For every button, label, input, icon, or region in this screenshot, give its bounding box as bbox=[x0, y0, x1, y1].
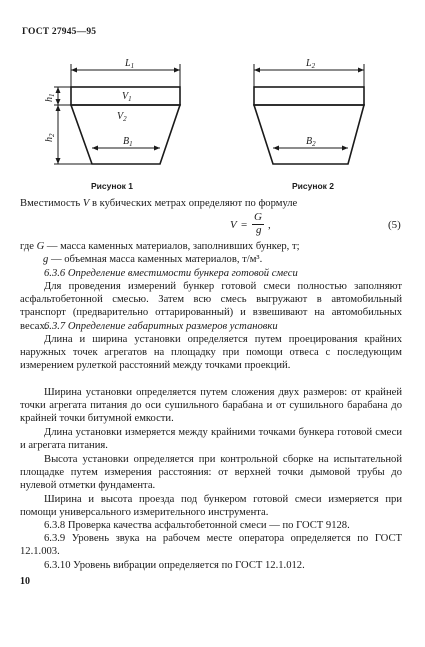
where-var-G: G bbox=[36, 241, 45, 252]
formula-numerator: G bbox=[254, 211, 262, 223]
fig2-label-L: $L_2$ bbox=[306, 58, 316, 70]
page-number: 10 bbox=[20, 576, 30, 587]
fig1-h2-arrow-top bbox=[56, 105, 61, 111]
fig1-dim-L-arrow-right bbox=[174, 68, 180, 73]
document-header: ГОСТ 27945—95 bbox=[22, 27, 97, 37]
section-6-3-10: 6.3.10 Уровень вибрации определяется по ГОСТ 12.1.012. bbox=[44, 560, 305, 571]
fig1-label-V1: $V_1$ bbox=[122, 91, 132, 103]
section-6-3-8: 6.3.8 Проверка качества асфальтобетонной смеси — по ГОСТ 9128. bbox=[44, 520, 350, 531]
fig1-trapezoid bbox=[71, 105, 180, 164]
fig2-dim-L-arrow-right bbox=[358, 68, 364, 73]
fig1-dim-B-arrow-right bbox=[154, 146, 160, 151]
section-6-3-7-title: 6.3.7 Определение габаритных размеров установки bbox=[44, 321, 278, 332]
capacity-intro-text-a: Вместимость bbox=[20, 198, 81, 209]
fig2-dim-L-arrow-left bbox=[254, 68, 260, 73]
formula-reference: (5) bbox=[388, 219, 401, 231]
capacity-intro bbox=[20, 197, 402, 210]
fig1-label-L: $L_1$ bbox=[125, 58, 135, 70]
fig2-dim-B-arrow-left bbox=[273, 146, 279, 151]
capacity-formula bbox=[230, 211, 410, 241]
fig1-h1-arrow-top bbox=[56, 87, 61, 93]
section-6-3-6-title: 6.3.6 Определение вместимости бункера готовой смеси bbox=[44, 268, 298, 279]
fig2-trapezoid bbox=[254, 105, 364, 164]
figure-2-bunker-diagram bbox=[228, 56, 388, 180]
section-6-3-9: 6.3.9 Уровень звука на рабочем месте оператора определяется по ГОСТ 12.1.003. bbox=[20, 533, 402, 558]
fig1-label-V2: $V_2$ bbox=[117, 111, 127, 123]
fig2-label-B: $B_2$ bbox=[306, 136, 316, 148]
fig1-h1-arrow-bottom bbox=[56, 99, 61, 105]
where-desc-g: — объемная масса каменных материалов, т/м³. bbox=[50, 254, 263, 265]
fig1-label-B: $B_1$ bbox=[123, 136, 133, 148]
fig2-top-rect bbox=[254, 87, 364, 105]
capacity-intro-text-b: в кубических метрах определяют по формуле bbox=[91, 198, 298, 209]
section-6-3-7-paragraph-2: Ширина установки определяется путем сложения двух размеров: от крайней точки агрегата питания до оси сушильного барабана и от сушильного барабана до крайней точки битумной емкости. bbox=[20, 387, 402, 425]
fig1-dim-B-arrow-left bbox=[92, 146, 98, 151]
section-6-3-7-paragraph-3: Длина установки измеряется между крайними точками бункера готовой смеси и агрегата питания. bbox=[20, 427, 402, 452]
section-6-3-6-paragraph: Для проведения измерений бункер готовой смеси полностью заполняют асфальтобетонной смесью. Затем всю смесь выгружают в автомобильный транспорт (предварительно оттарированный) и взвешивают на автомобильных весах. bbox=[20, 281, 402, 332]
section-6-3-7-paragraph-5: Ширина и высота проезда под бункером готовой смеси измеряется при помощи универсального измерительного инструмента. bbox=[20, 494, 402, 519]
where-line-2 bbox=[43, 253, 402, 266]
fig1-h2-arrow-bottom bbox=[56, 158, 61, 164]
where-desc-G: — масса каменных материалов, заполнивших бункер, т; bbox=[46, 241, 300, 252]
formula-equals: = bbox=[241, 219, 248, 231]
figure-2-caption: Рисунок 2 bbox=[292, 181, 335, 191]
capacity-intro-var: V bbox=[82, 198, 90, 209]
figure-1-bunker-diagram bbox=[14, 56, 204, 180]
figure-1-caption: Рисунок 1 bbox=[91, 181, 134, 191]
formula-denominator: g bbox=[256, 224, 262, 236]
formula-comma: , bbox=[268, 219, 271, 231]
formula-v: V bbox=[230, 219, 237, 231]
fig1-label-h1: $h_1$ bbox=[44, 93, 56, 102]
where-line-1 bbox=[20, 240, 402, 253]
fig1-label-h2: $h_2$ bbox=[44, 133, 56, 142]
fig2-dim-B-arrow-right bbox=[342, 146, 348, 151]
section-6-3-7-paragraph-1: Длина и ширина установки определяется путем проецирования крайних наружных точек агрегатов на площадку при помощи отвеса с последующим измерением рулеткой расстояний между точками проекций. bbox=[20, 334, 402, 372]
section-6-3-7-paragraph-4: Высота установки определяется при контрольной сборке на испытательной площадке путем измерения расстояния: от верхней точки дымовой трубы до нулевой отметки фундамента. bbox=[20, 454, 402, 492]
where-var-g: g bbox=[43, 254, 49, 265]
fig1-dim-L-arrow-left bbox=[71, 68, 77, 73]
where-word: где bbox=[20, 241, 34, 252]
